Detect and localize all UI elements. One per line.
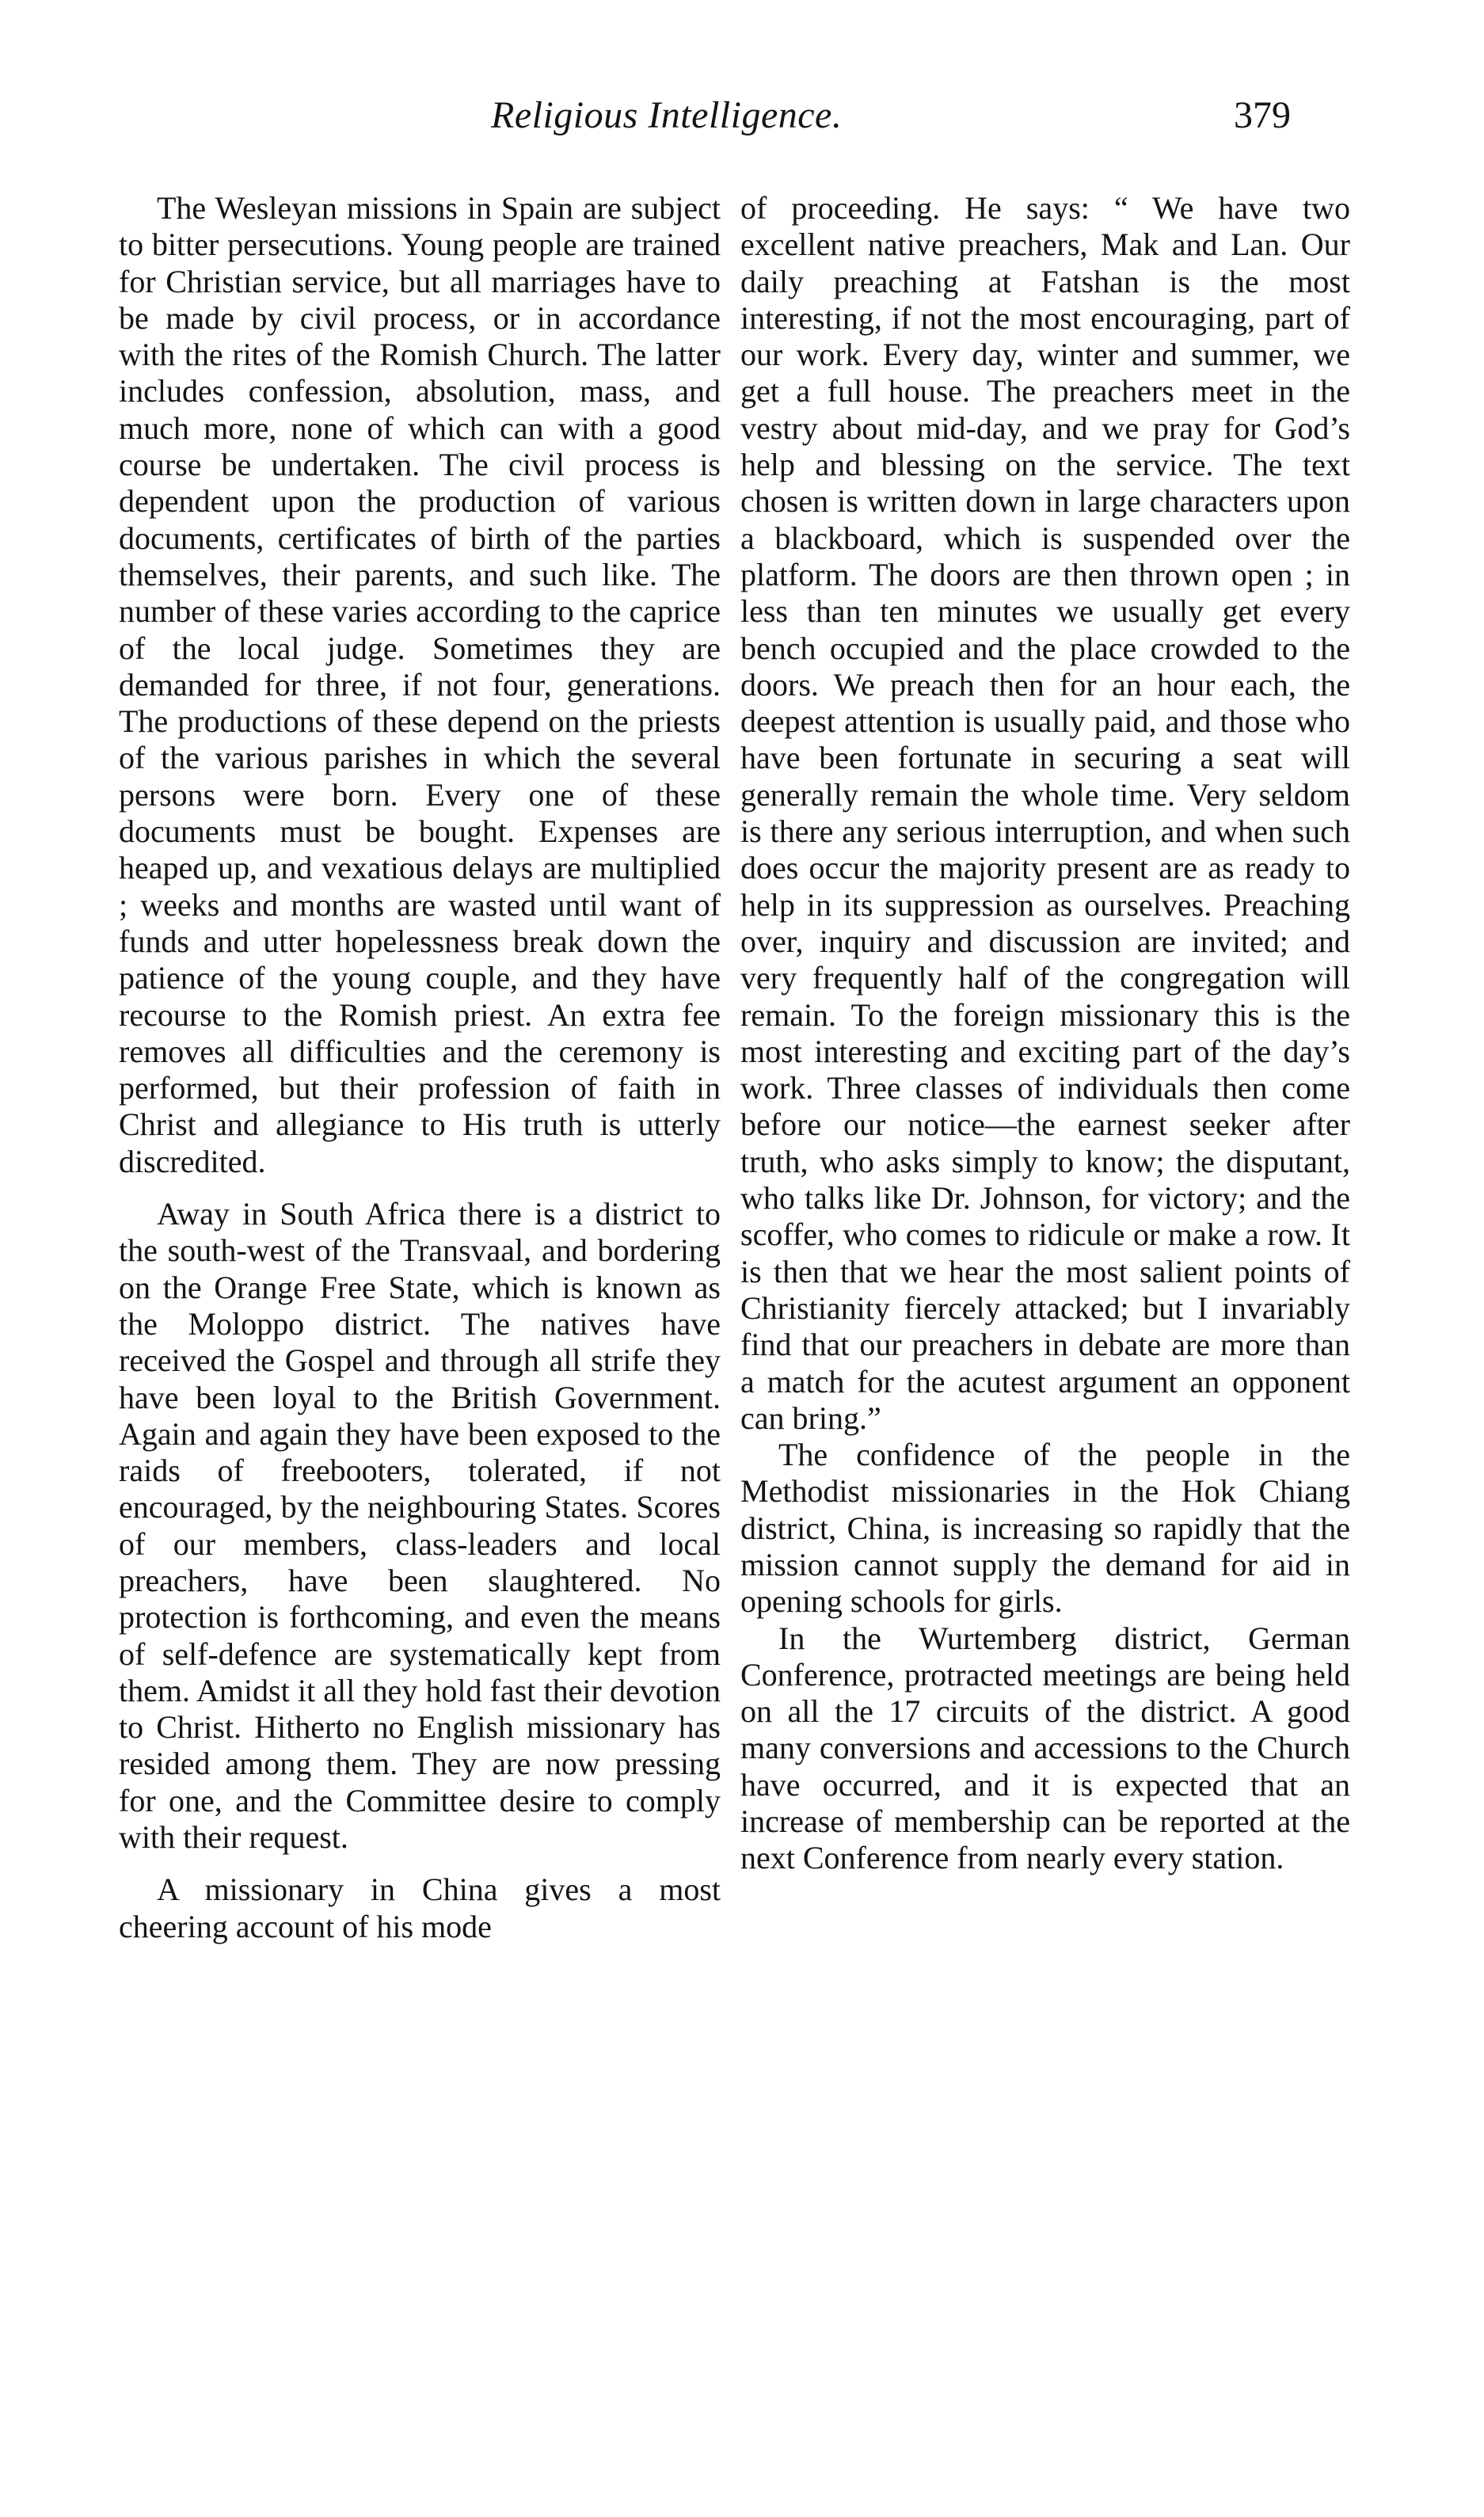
paragraph-hok-chiang: The confidence of the people in the Methodist missionaries in the Hok Chiang district, China, is increasing so rapidly that the mission cannot supply the demand for aid in opening schools for girls. [740, 1437, 1350, 1620]
paragraph-moloppo-district: Away in South Africa there is a district to the south-west of the Transvaal, and bordering on the Orange Free State, which is known as the Moloppo district. The natives have received the Gospel and through all strife they have been loyal to the British Government. Again and again they have been exposed to the raids of freebooters, tolerated, if not encouraged, by the neighbouring States. Scores of our members, class-leaders and local preachers, have been slaughtered. No protection is forthcoming, and even the means of self-defence are systematically kept from them. Amidst it all they hold fast their devotion to Christ. Hitherto no English missionary has resided among them. They are now pressing for one, and the Committee desire to comply with their request. [119, 1196, 721, 1856]
running-title: Religious Intelligence. [491, 94, 843, 136]
left-column [119, 190, 721, 1945]
paragraph-china-missionary-continued: of proceeding. He says: “ We have two excellent native preachers, Mak and Lan. Our daily preaching at Fatshan is the most interesting, if not the most encouraging, part of our work. Every day, winter and summer, we get a full house. The preachers meet in the vestry about mid-day, and we pray for God’s help and blessing on the service. The text chosen is written down in large characters upon a blackboard, which is suspended over the platform. The doors are then thrown open ; in less than ten minutes we usually get every bench occupied and the place crowded to the doors. We preach then for an hour each, the deepest attention is usually paid, and those who have been fortunate in securing a seat will generally remain the whole time. Very seldom is there any serious interruption, and when such does occur the majority present are as ready to help in its suppression as ourselves. Preaching over, inquiry and discussion are invited; and very frequently half of the congregation will remain. To the foreign missionary this is the most interesting and exciting part of the day’s work. Three classes of individuals then come before our notice—the earnest seeker after truth, who asks simply to know; the disputant, who talks like Dr. Johnson, for victory; and the scoffer, who comes to ridicule or make a row. It is then that we hear the most salient points of Christianity fiercely attacked; but I invariably find that our preachers in debate are more than a match for the acutest argument an opponent can bring.” [740, 190, 1350, 1436]
paragraph-wurtemberg: In the Wurtemberg district, German Conference, protracted meetings are being held on all the 17 circuits of the district. A good many conversions and accessions to the Church have occurred, and it is expected that an increase of membership can be reported at the next Conference from nearly every station. [740, 1620, 1350, 1876]
page-number: 379 [1234, 94, 1291, 136]
paragraph-china-missionary-start: A missionary in China gives a most cheering account of his mode [119, 1872, 721, 1944]
page-header [119, 93, 1354, 157]
paragraph-spain-missions: The Wesleyan missions in Spain are subject to bitter persecutions. Young people are trained for Christian service, but all marriages have to be made by civil process, or in accordance with the rites of the Romish Church. The latter includes confession, absolution, mass, and much more, none of which can with a good course be undertaken. The civil process is dependent upon the production of various documents, certificates of birth of the parties themselves, their parents, and such like. The number of these varies according to the caprice of the local judge. Sometimes they are demanded for three, if not four, generations. The productions of these depend on the priests of the various parishes in which the several persons were born. Every one of these documents must be bought. Expenses are heaped up, and vexatious delays are multiplied ; weeks and months are wasted until want of funds and utter hopelessness break down the patience of the young couple, and they have recourse to the Romish priest. An extra fee removes all difficulties and the ceremony is performed, but their profession of faith in Christ and allegiance to His truth is utterly discredited. [119, 190, 721, 1179]
right-column [740, 190, 1350, 1877]
